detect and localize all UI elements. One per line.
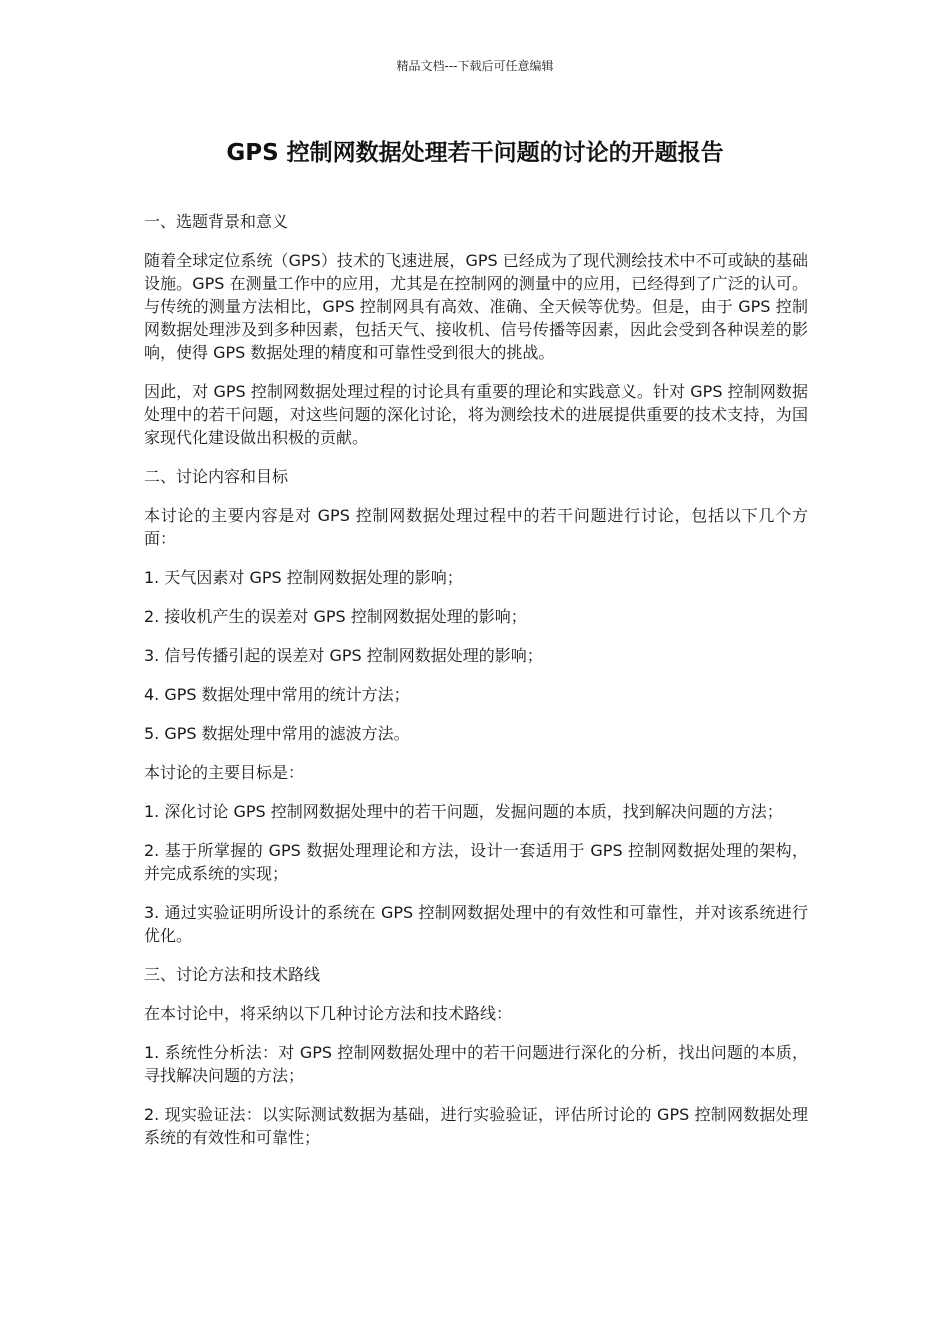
- paragraph-significance: 因此，对 GPS 控制网数据处理过程的讨论具有重要的理论和实践意义。针对 GPS 控制网数据处理中的若干问题，对这些问题的深化讨论，将为测绘技术的进展提供重要的技术支持，为国家现代化建设做出积极的贡献。: [144, 382, 808, 447]
- section-heading-background: 一、选题背景和意义: [144, 212, 289, 231]
- list-item-method-1: 1. 系统性分析法：对 GPS 控制网数据处理中的若干问题进行深化的分析，找出问题的本质，寻找解决问题的方法；: [144, 1043, 808, 1085]
- list-item-content-5: 5. GPS 数据处理中常用的滤波方法。: [144, 724, 410, 743]
- page-header-watermark: 精品文档---下载后可任意编辑: [396, 59, 554, 73]
- list-item-goal-3: 3. 通过实验证明所设计的系统在 GPS 控制网数据处理中的有效性和可靠性，并对该系统进行优化。: [144, 903, 808, 945]
- list-item-content-4: 4. GPS 数据处理中常用的统计方法；: [144, 685, 410, 704]
- list-item-method-2: 2. 现实验证法：以实际测试数据为基础，进行实验验证，评估所讨论的 GPS 控制网数据处理系统的有效性和可靠性；: [144, 1105, 808, 1147]
- list-item-content-1: 1. 天气因素对 GPS 控制网数据处理的影响；: [144, 568, 463, 587]
- paragraph-goals-intro: 本讨论的主要目标是：: [144, 763, 305, 782]
- paragraph-content-intro: 本讨论的主要内容是对 GPS 控制网数据处理过程中的若干问题进行讨论，包括以下几个方面：: [144, 506, 808, 548]
- document-body: [144, 210, 808, 1165]
- section-heading-content-goals: 二、讨论内容和目标: [144, 467, 289, 486]
- list-item-content-3: 3. 信号传播引起的误差对 GPS 控制网数据处理的影响；: [144, 646, 543, 665]
- list-item-content-2: 2. 接收机产生的误差对 GPS 控制网数据处理的影响；: [144, 607, 527, 626]
- paragraph-methods-intro: 在本讨论中，将采纳以下几种讨论方法和技术路线：: [144, 1004, 513, 1023]
- list-item-goal-2: 2. 基于所掌握的 GPS 数据处理理论和方法，设计一套适用于 GPS 控制网数据处理的架构，并完成系统的实现；: [144, 841, 808, 883]
- section-heading-methods: 三、讨论方法和技术路线: [144, 965, 321, 984]
- document-title: GPS 控制网数据处理若干问题的讨论的开题报告: [226, 140, 724, 166]
- list-item-goal-1: 1. 深化讨论 GPS 控制网数据处理中的若干问题，发掘问题的本质，找到解决问题的方法；: [144, 802, 783, 821]
- paragraph-background: 随着全球定位系统（GPS）技术的飞速进展，GPS 已经成为了现代测绘技术中不可或缺的基础设施。GPS 在测量工作中的应用，尤其是在控制网的测量中的应用，已经得到了广泛的认可。与传统的测量方法相比，GPS 控制网具有高效、准确、全天候等优势。但是，由于 GPS 控制网数据处理涉及到多种因素，包括天气、接收机、信号传播等因素，因此会受到各种误差的影响，使得 GPS 数据处理的精度和可靠性受到很大的挑战。: [144, 251, 808, 362]
